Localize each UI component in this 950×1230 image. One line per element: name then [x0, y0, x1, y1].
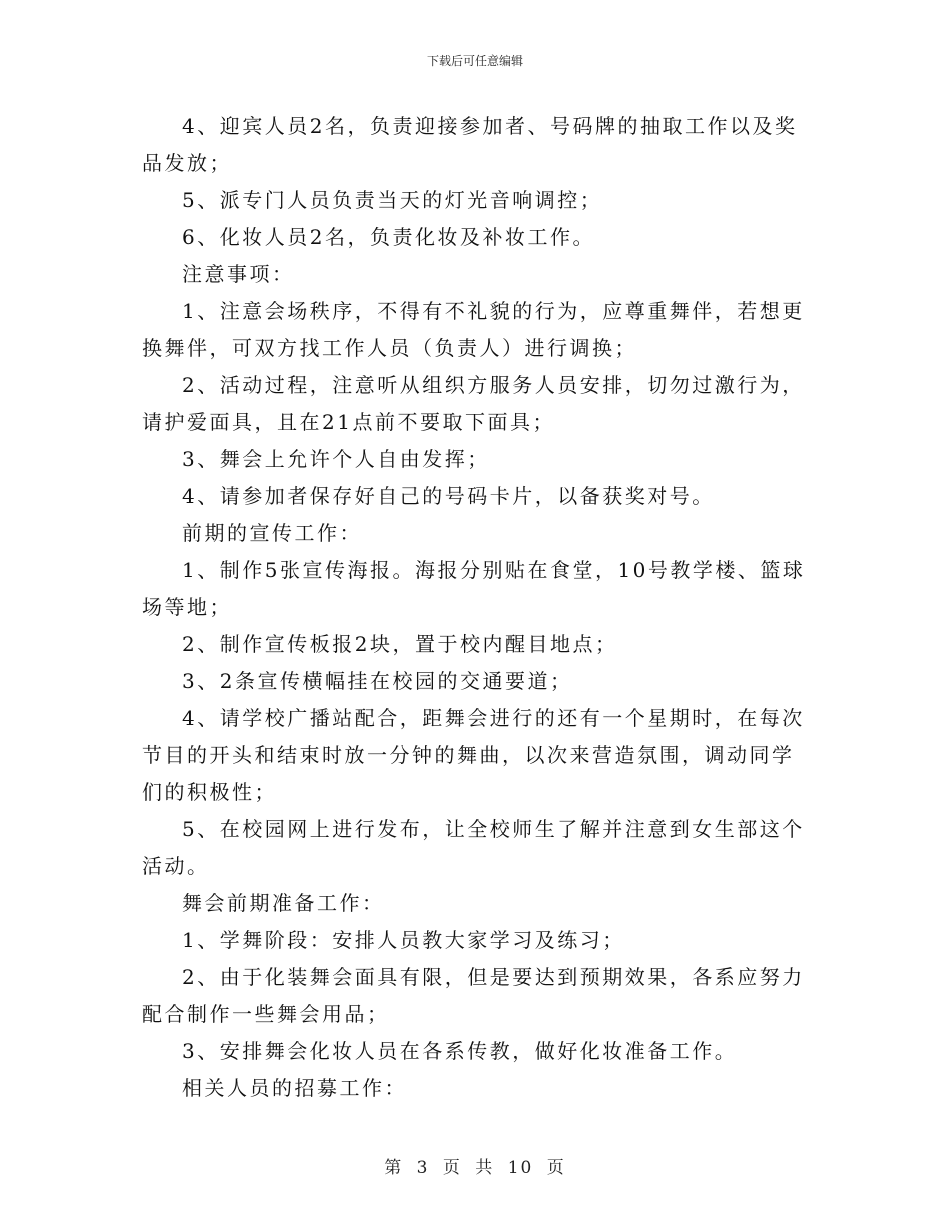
section-heading: 前期的宣传工作：	[182, 521, 362, 545]
paragraph: 4、请参加者保存好自己的号码卡片，以备获奖对号。	[182, 484, 715, 508]
section-heading: 注意事项：	[182, 262, 295, 286]
document-body	[142, 108, 808, 1107]
paragraph: 3、安排舞会化妆人员在各系传教，做好化妆准备工作。	[182, 1039, 738, 1063]
section-heading: 相关人员的招募工作：	[182, 1076, 407, 1100]
paragraph: 2、活动过程，注意听从组织方服务人员安排，切勿过激行为，请护爱面具，且在21点前不要取下面具；	[142, 373, 805, 434]
page-header-note: 下载后可任意编辑	[426, 54, 523, 68]
paragraph: 4、迎宾人员2名，负责迎接参加者、号码牌的抽取工作以及奖品发放；	[142, 114, 798, 175]
paragraph: 2、由于化装舞会面具有限，但是要达到预期效果，各系应努力配合制作一些舞会用品；	[142, 965, 805, 1026]
paragraph: 1、注意会场秩序，不得有不礼貌的行为，应尊重舞伴，若想更换舞伴，可双方找工作人员（负责人）进行调换；	[142, 299, 805, 360]
paragraph: 3、2条宣传横幅挂在校园的交通要道；	[182, 669, 573, 693]
paragraph: 4、请学校广播站配合，距舞会进行的还有一个星期时，在每次节目的开头和结束时放一分钟的舞曲，以次来营造氛围，调动同学们的积极性；	[142, 706, 805, 804]
page-number: 第 3 页 共 10 页	[384, 1158, 566, 1178]
paragraph: 1、制作5张宣传海报。海报分别贴在食堂，10号教学楼、篮球场等地；	[142, 558, 806, 619]
paragraph: 5、派专门人员负责当天的灯光音响调控；	[182, 188, 603, 212]
paragraph: 5、在校园网上进行发布，让全校师生了解并注意到女生部这个活动。	[142, 817, 805, 878]
paragraph: 2、制作宣传板报2块，置于校内醒目地点；	[182, 632, 618, 656]
section-heading: 舞会前期准备工作：	[182, 891, 385, 915]
paragraph: 6、化妆人员2名，负责化妆及补妆工作。	[182, 225, 595, 249]
paragraph: 3、舞会上允许个人自由发挥；	[182, 447, 490, 471]
paragraph: 1、学舞阶段：安排人员教大家学习及练习；	[182, 928, 625, 952]
